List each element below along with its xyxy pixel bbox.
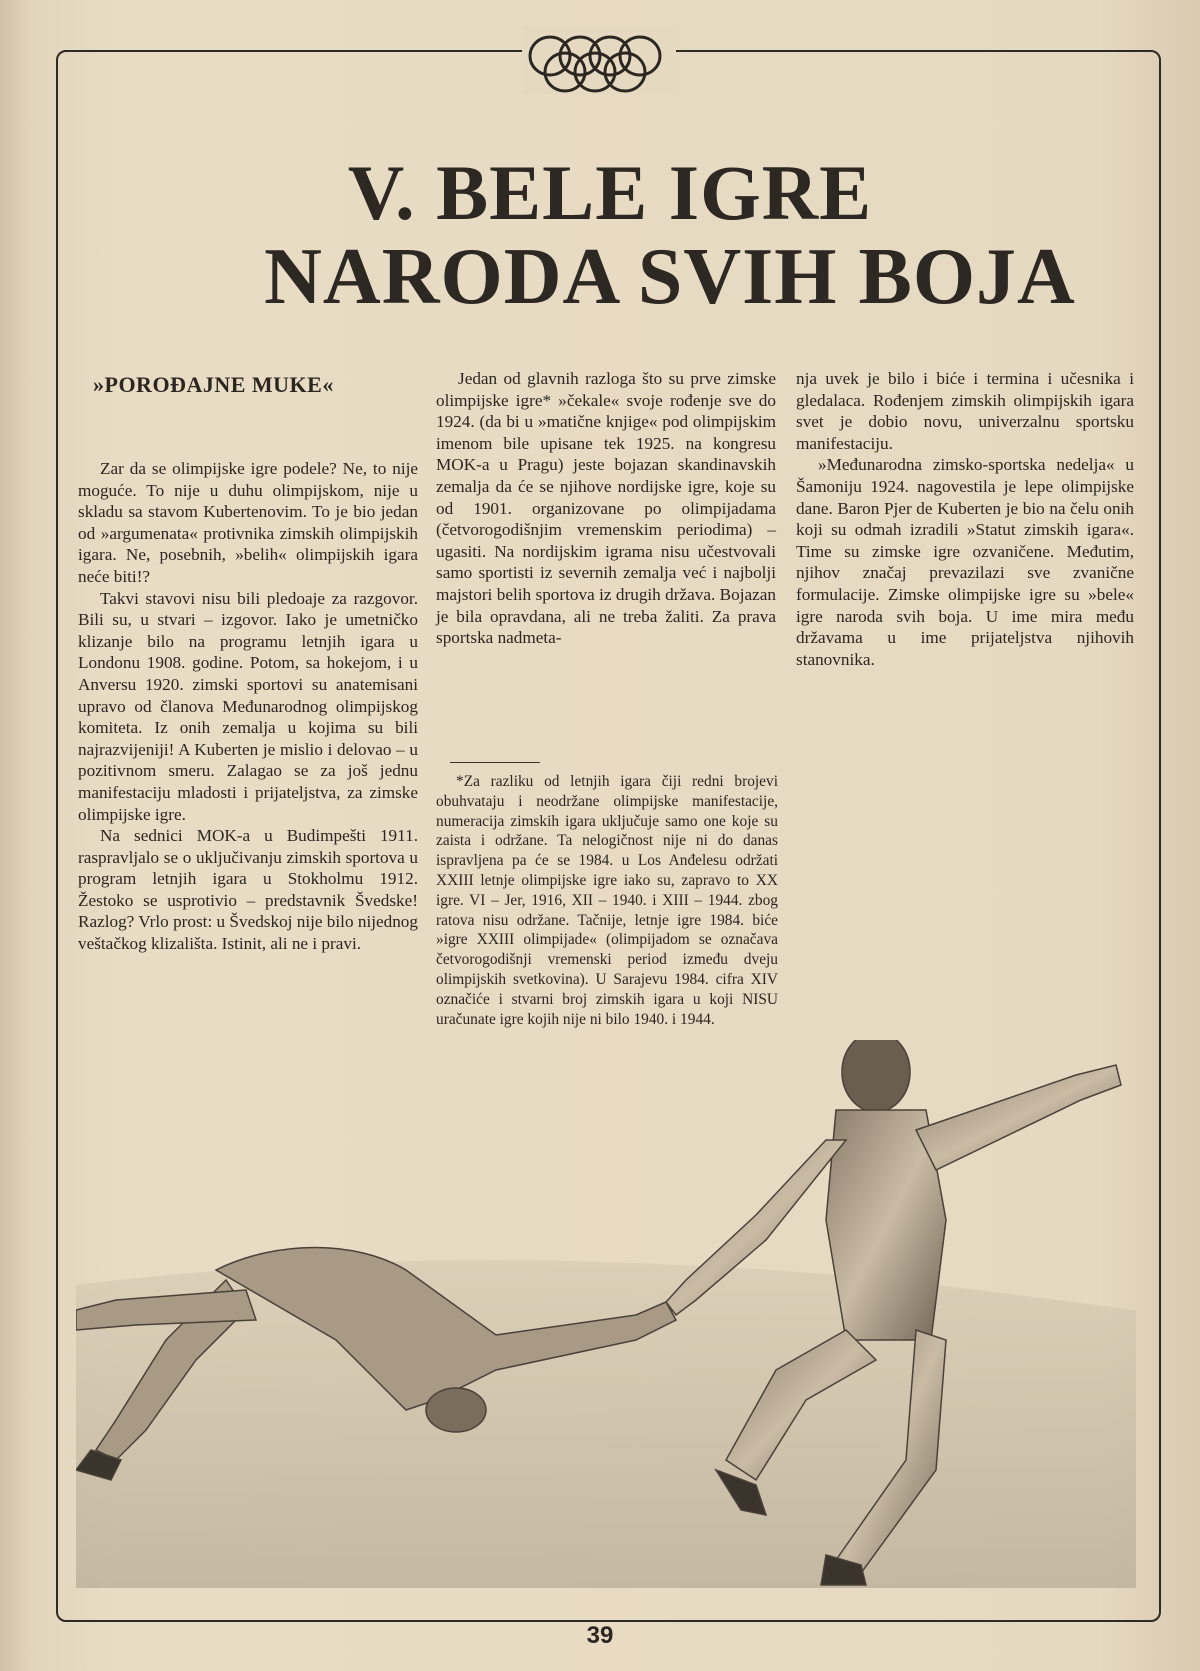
text-column-2 [436, 368, 776, 649]
paragraph: Takvi stavovi nisu bili pledoaje za razgovor. Bili su, u stvari – izgovor. Iako je umetničko klizanje bilo na programu letnjih igara u Londonu 1908. godine. Potom, sa hokejom, i u Anversu 1920. zimski sportovi su anatemisani upravo od članova Međunarodnog olimpijskog komiteta. Iz onih zemalja u kojima su bili najrazvijeniji! A Kuberten je mislio i delovao – u pozitivnom smeru. Zalagao se za još jednu manifestaciju mladosti i prijateljstva, za zimske olimpijske igre. [78, 588, 418, 824]
section-heading: »POROĐAJNE MUKE« [93, 372, 334, 397]
paragraph: »Međunarodna zimsko-sportska nedelja« u Šamoniju 1924. nagovestila je lepe olimpijske dane. Baron Pjer de Kuberten je bio na čelu onih koji su odmah izradili »Statut zimskih igara«. Time su zimske igre ozvaničene. Međutim, njihov značaj prevazilazi sve zvanične formulacije. Zimske olimpijske igre su »bele« igre naroda svih boja. U ime mira među državama u ime prijateljstva njihovih stanovnika. [796, 455, 1134, 669]
page-number: 39 [586, 1622, 614, 1649]
olympic-rings-icon [522, 26, 676, 94]
figure-skaters-photo [76, 1040, 1136, 1588]
paragraph: nja uvek je bilo i biće i termina i učesnika i gledalaca. Rođenjem zimskih olimpijskih igara svet je dobio novu, univerzalnu sportsku manifestaciju. [796, 369, 1134, 453]
paragraph: Jedan od glavnih razloga što su prve zimske olimpijske igre* »čekale« svoje rođenje sve do 1924. (da bi u »matične knjige« pod olimpijskim imenom bile upisane tek 1925. na kongresu MOK-a u Pragu) jeste bojazan skandinavskih zemalja da će se njihove nordijske igre, koje su od 1901. organizovane po olimpijadama (četvorogodišnjim vremenskim periodima) – ugasiti. Na nordijskim igrama nisu učestvovali samo sportisti iz severnih zemalja već i najbolji majstori belih sportova iz drugih država. Bojazan je bila opravdana, ali ne treba žaliti. Za prava sportska nadmeta- [436, 369, 776, 648]
text-column-1 [78, 458, 418, 955]
footnote [436, 772, 778, 1029]
paragraph: Zar da se olimpijske igre podele? Ne, to nije moguće. To nije u duhu olimpijskom, nije u skladu sa stavom Kubertenovim. To je bio jedan od »argumenata« protivnika zimskih olimpijskih igara. Ne, posebnih, »belih« olimpijskih igara neće biti!? [78, 459, 418, 586]
paragraph: Na sednici MOK-a u Budimpešti 1911. raspravljalo se o uključivanju zimskih sportova u program letnjih igara u Stokholmu 1912. Žestoko se usprotivio – predstavnik Švedske! Razlog? Vrlo prost: u Švedskoj nije bilo nijednog veštačkog klizališta. Istinit, ali ne i pravi. [78, 826, 418, 954]
page-title-line-1: V. BELE IGRE [347, 149, 873, 236]
footnote-divider [450, 762, 540, 763]
text-column-3 [796, 368, 1134, 670]
page-title-line-2: NARODA SVIH BOJA [264, 233, 1076, 321]
footnote-text: *Za razliku od letnjih igara čiji redni brojevi obuhvataju i neodržane olimpijske manifestacije, numeracija zimskih igara uključuje samo one koje su zaista i održane. Ta nelogičnost nije ni do danas ispravljena pa će se 1984. u Los Anđelesu održati XXIII letnje olimpijske igre iako su, zapravo to XX igre. VI – Jer, 1916, XII – 1940. i XIII – 1944. zbog ratova nisu održane. Tačnije, letnje igre 1984. biće »igre XXIII olimpijade« (olimpijadom se označava četvorogodišnji vremenski period između dveju olimpijskih svetkovina). U Sarajevu 1984. cifra XIV označiće i stvarni broj zimskih igara u koji NISU uračunate igre kojih nije ni bilo 1940. i 1944. [436, 773, 778, 1028]
